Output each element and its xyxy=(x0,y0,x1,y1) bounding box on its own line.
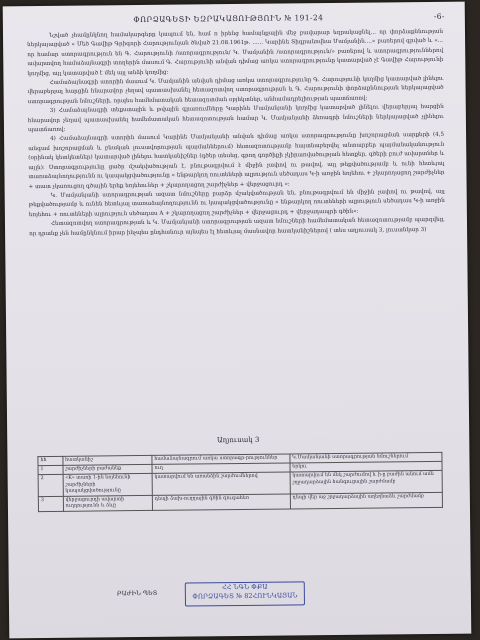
table-header-cell: համաձայնագրում առկա ստորագր-րություններ xyxy=(152,454,290,465)
table-header-cell: Կ.Մամյանյանի ստորագրության նմուշներում xyxy=(290,452,442,463)
table-header-cell: հատկանիշ xyxy=(63,455,152,465)
table-cell: կատարվում են առանձին շարժումներով xyxy=(152,472,290,495)
table-cell: «K» տառի 1-ին եռյեհունի շարժիչների կապակցվածությունը xyxy=(63,474,152,497)
paragraph: 3) Համաձայնագրի տեքստային և թվային գրառումները Կարինե Մամյանյանի կողմից կատարված լինելու վերաբերյալ հարցին հնարավոր չեղավ պատասխանել համեմատական հետազոտության համար Կ. Մամյանյանի ձեռագրի նմուշների ներկայացված չլինելու պատճառով: xyxy=(27,104,444,134)
body-text xyxy=(27,28,445,239)
table-title: Աղյուսակ 3 xyxy=(216,435,260,445)
table-cell: դեպի ձախ-ուղղային գծին զուգահեռ xyxy=(152,494,290,511)
stamp-line: ՓՈՐՁԱԳԵՏ № 82ՀՈՒՆԿԱՅԱՆ xyxy=(192,591,298,601)
page-number: -6- xyxy=(433,11,445,21)
table-cell: կատարվում են մեկ շարժումով և ի-ը բաժին անում ամն շղջադարձային հանգուցային շարժմամբ xyxy=(290,471,443,494)
stamp-position-label: ԲԱԺԻՆ ՊԵՏ xyxy=(116,589,158,598)
table-cell: ուղ xyxy=(152,463,290,474)
paragraph: 4) Համաձայնագրի ստորին մասում Կարինե Մամյանյանի անվան դիմաց առկա ստորագրությունը խոշորացման սարքերի (4,5 անգամ խոշորացման և բնական լուսավորության պայմաններում) հետազոտությամբ հայտնաբերվել անտարբեր պայմանականություն (օրինակ կետկետներ) կատարված լինելու հատկանիշներ (գծեր տեսեց, գրող գործիքի չկիրառվածության հետքեր, գծերի բուժ ավարտներ և այլն): Ստորագրությունը ցածր մշակվածության է, բնութագրվում է միջին չափով ու թավով, այլ թեքվածությամբ և ունի հետևյալ տառաձայնողությունն ու կապակցվածությունը « ենթարկող ռուտեների ալրություն սեծադաս Կ-ի առջին եռյեհու + շկարողացող շարժիչներ + տատ չկառուցող գծային երեք եռյեհուներ + շկարողացող շարժիչներ + վերջացուրդ »: xyxy=(28,132,445,190)
paragraph: Նշված չհամընկնող համակարգերը կապում են, համ ռ իրենց համայնքային մեջ բավարար եզրակացնել... որ փորձաքննության ներկայացված « Մեծ Գավիթ Գրիգորի Հարությունյան ծնված 21.08.1961թ. ...... Կարինե Տիգրանովնա Մամյանին....» բառերով գրված և «... որ համար ստորագրություն են Գ. Հարությունի /ստորագրություն/ Կ. Մամյանին /ստորագրություն/» բառերով և ստորագրություններով ավարտվող համաձայնագրի տողերին մասում Գ. Հարությունի անվան դիմաց առկա ստորագրությունը կատարված չէ Գավիթ Հարությունի կողմից, այլ կատարված է մեկ այլ անձի կողմից: xyxy=(27,28,444,77)
table-row xyxy=(38,492,442,512)
official-stamp xyxy=(185,581,305,606)
table-cell: վերջացուրդի ավարտի ուղղությունն և ձևը xyxy=(63,495,152,511)
table-cell: երկու xyxy=(290,462,442,473)
paragraph: Համաձայնագրի ստորին մասում Կ. Մամյանին անվան դիմաց առկա ստորագրությունը Գ. Հարությունի կողմից կատարված լինելու վերաբերյալ հարցին հնարավոր չեղավ պատասխանել հետազոտվող ստորագրության և Գ. Հարությունի փորձաքննության ներկայացված ստորագրության նմուշների, որպես համեմատական հետազոտման օբյեկտներ, անհամադրելիության պատճառով: xyxy=(27,75,444,106)
page-header xyxy=(23,12,445,25)
paragraph: Հետազոտվող ստորագրության և Կ. Մամյանյանի ստորագրության ազատ նմուշների համեմատական հետազոտությամբ պարզվեց, որ դրանք չեն համընկնում իրար ինչպես ընդհանուր այնպես էլ հետևյալ մասնավոր հատկանիշներով ( տես աղյուսակ 3, լուսանկար 3) xyxy=(29,216,445,237)
table-header-cell: հհ xyxy=(38,456,63,465)
table-cell: 2 xyxy=(38,475,63,497)
comparison-table xyxy=(37,452,443,513)
table-cell: 3 xyxy=(38,496,63,512)
table-cell: դեպի վեր աջ շրջադարձային աղեղնաձև շարժմամբ xyxy=(290,492,442,509)
table-cell: 1 xyxy=(38,466,63,475)
document-page xyxy=(3,2,472,639)
table-cell: շարժիչների բաժանեք xyxy=(63,465,152,475)
paragraph: Կ. Մամյանյանի ստորագրության ազատ նմուշները բարձր մշակվածության են, բնութագրվում են միջին չափով ու թավով, այլ թեքվածությամբ և ունեն հետևյալ տառաձայնողությունն ու կապակցվածությունը « ենթարկող ռուտեների ալրություն սեծադաս Կ-ի առջին եռյեհու + ռուտեների ալրություն սեծադաս A + շկարողացող շարժիչներ + վերջացուրդ + վերջադապրի գծին»: xyxy=(28,188,445,218)
stamp-line: ՀՀ ՆԳՆ ՓՔԱ xyxy=(222,582,268,592)
document-title: ՓՈՐՁԱԳԵՏԻ ԵԶՐԱԿԱՑՈՒԹՅՈՒՆ № 191-24 xyxy=(133,13,324,25)
